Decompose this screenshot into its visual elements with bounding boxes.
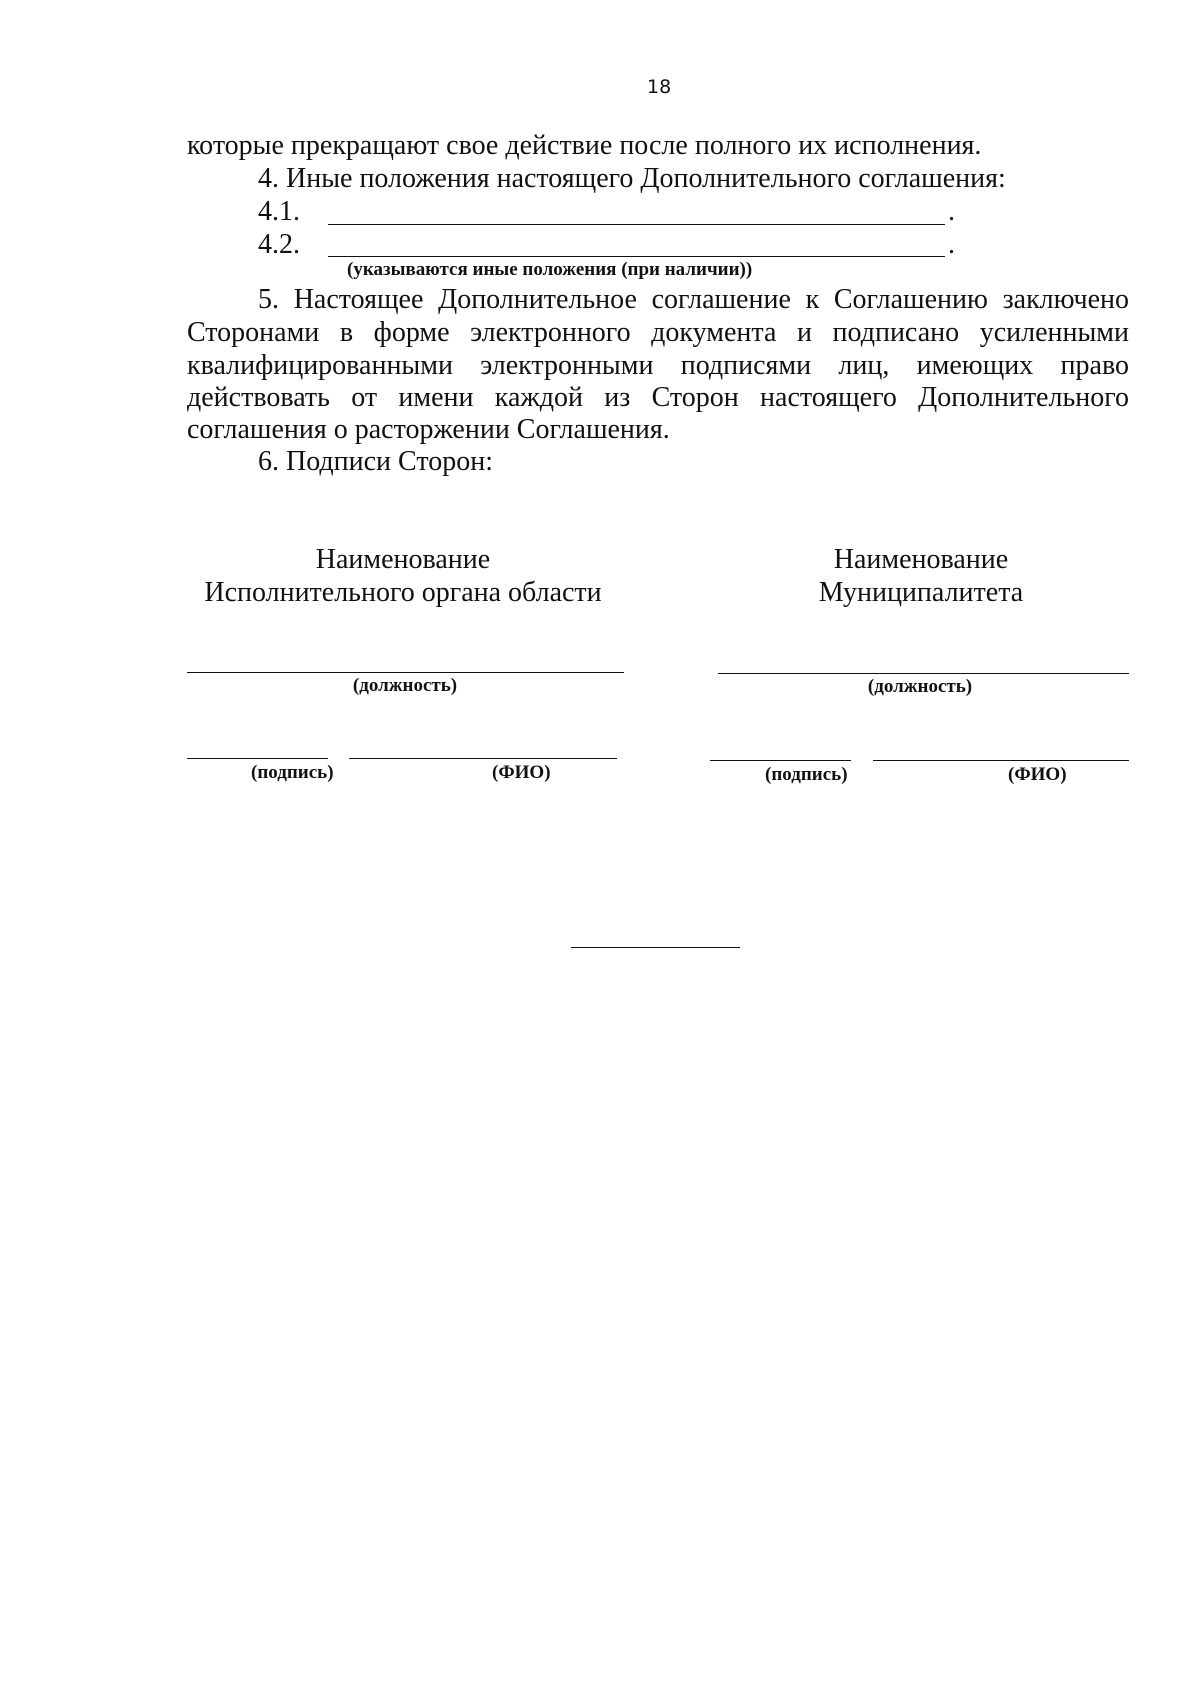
right-signature-line bbox=[710, 760, 851, 761]
right-fio-line bbox=[873, 760, 1129, 761]
left-position-line bbox=[187, 672, 624, 673]
clause-5-line-4: действовать от имени каждой из Сторон настоящего Дополнительного bbox=[187, 382, 1129, 413]
left-party-name-1: Наименование bbox=[315, 544, 491, 575]
left-signature-caption: (подпись) bbox=[251, 762, 334, 783]
text-line-1: которые прекращают свое действие после полного их исполнения. bbox=[187, 130, 982, 161]
left-fio-caption: (ФИО) bbox=[492, 762, 551, 783]
item-4-1-label: 4.1. bbox=[258, 196, 300, 227]
left-position-caption: (должность) bbox=[352, 675, 458, 696]
clause-5-line-5: соглашения о расторжении Соглашения. bbox=[187, 414, 670, 445]
item-4-1-blank bbox=[328, 224, 945, 225]
clause-6-heading: 6. Подписи Сторон: bbox=[258, 446, 493, 477]
right-party-name-2: Муниципалитета bbox=[818, 577, 1024, 608]
page-number: 18 bbox=[647, 76, 672, 98]
left-party-name-2: Исполнительного органа области bbox=[204, 577, 602, 608]
clause-4-heading: 4. Иные положения настоящего Дополнительного соглашения: bbox=[258, 163, 1006, 194]
right-fio-caption: (ФИО) bbox=[1008, 764, 1067, 785]
left-fio-line bbox=[349, 758, 617, 759]
right-position-caption: (должность) bbox=[867, 676, 973, 697]
item-4-2-blank bbox=[328, 256, 945, 257]
blank-hint: (указываются иные положения (при наличии)) bbox=[347, 259, 753, 280]
item-4-2-label: 4.2. bbox=[258, 229, 300, 260]
clause-5-line-2: Сторонами в форме электронного документа и подписано усиленными bbox=[187, 317, 1129, 348]
right-position-line bbox=[718, 673, 1129, 674]
clause-5-line-1: 5. Настоящее Дополнительное соглашение к Соглашению заключено bbox=[258, 284, 1129, 315]
left-signature-line bbox=[187, 758, 328, 759]
right-party-name-1: Наименование bbox=[833, 544, 1009, 575]
right-signature-caption: (подпись) bbox=[765, 764, 848, 785]
item-4-2-dot: . bbox=[948, 229, 955, 260]
item-4-1-dot: . bbox=[948, 196, 955, 227]
clause-5-line-3: квалифицированными электронными подписями лиц, имеющих право bbox=[187, 350, 1129, 381]
end-separator bbox=[571, 947, 740, 948]
